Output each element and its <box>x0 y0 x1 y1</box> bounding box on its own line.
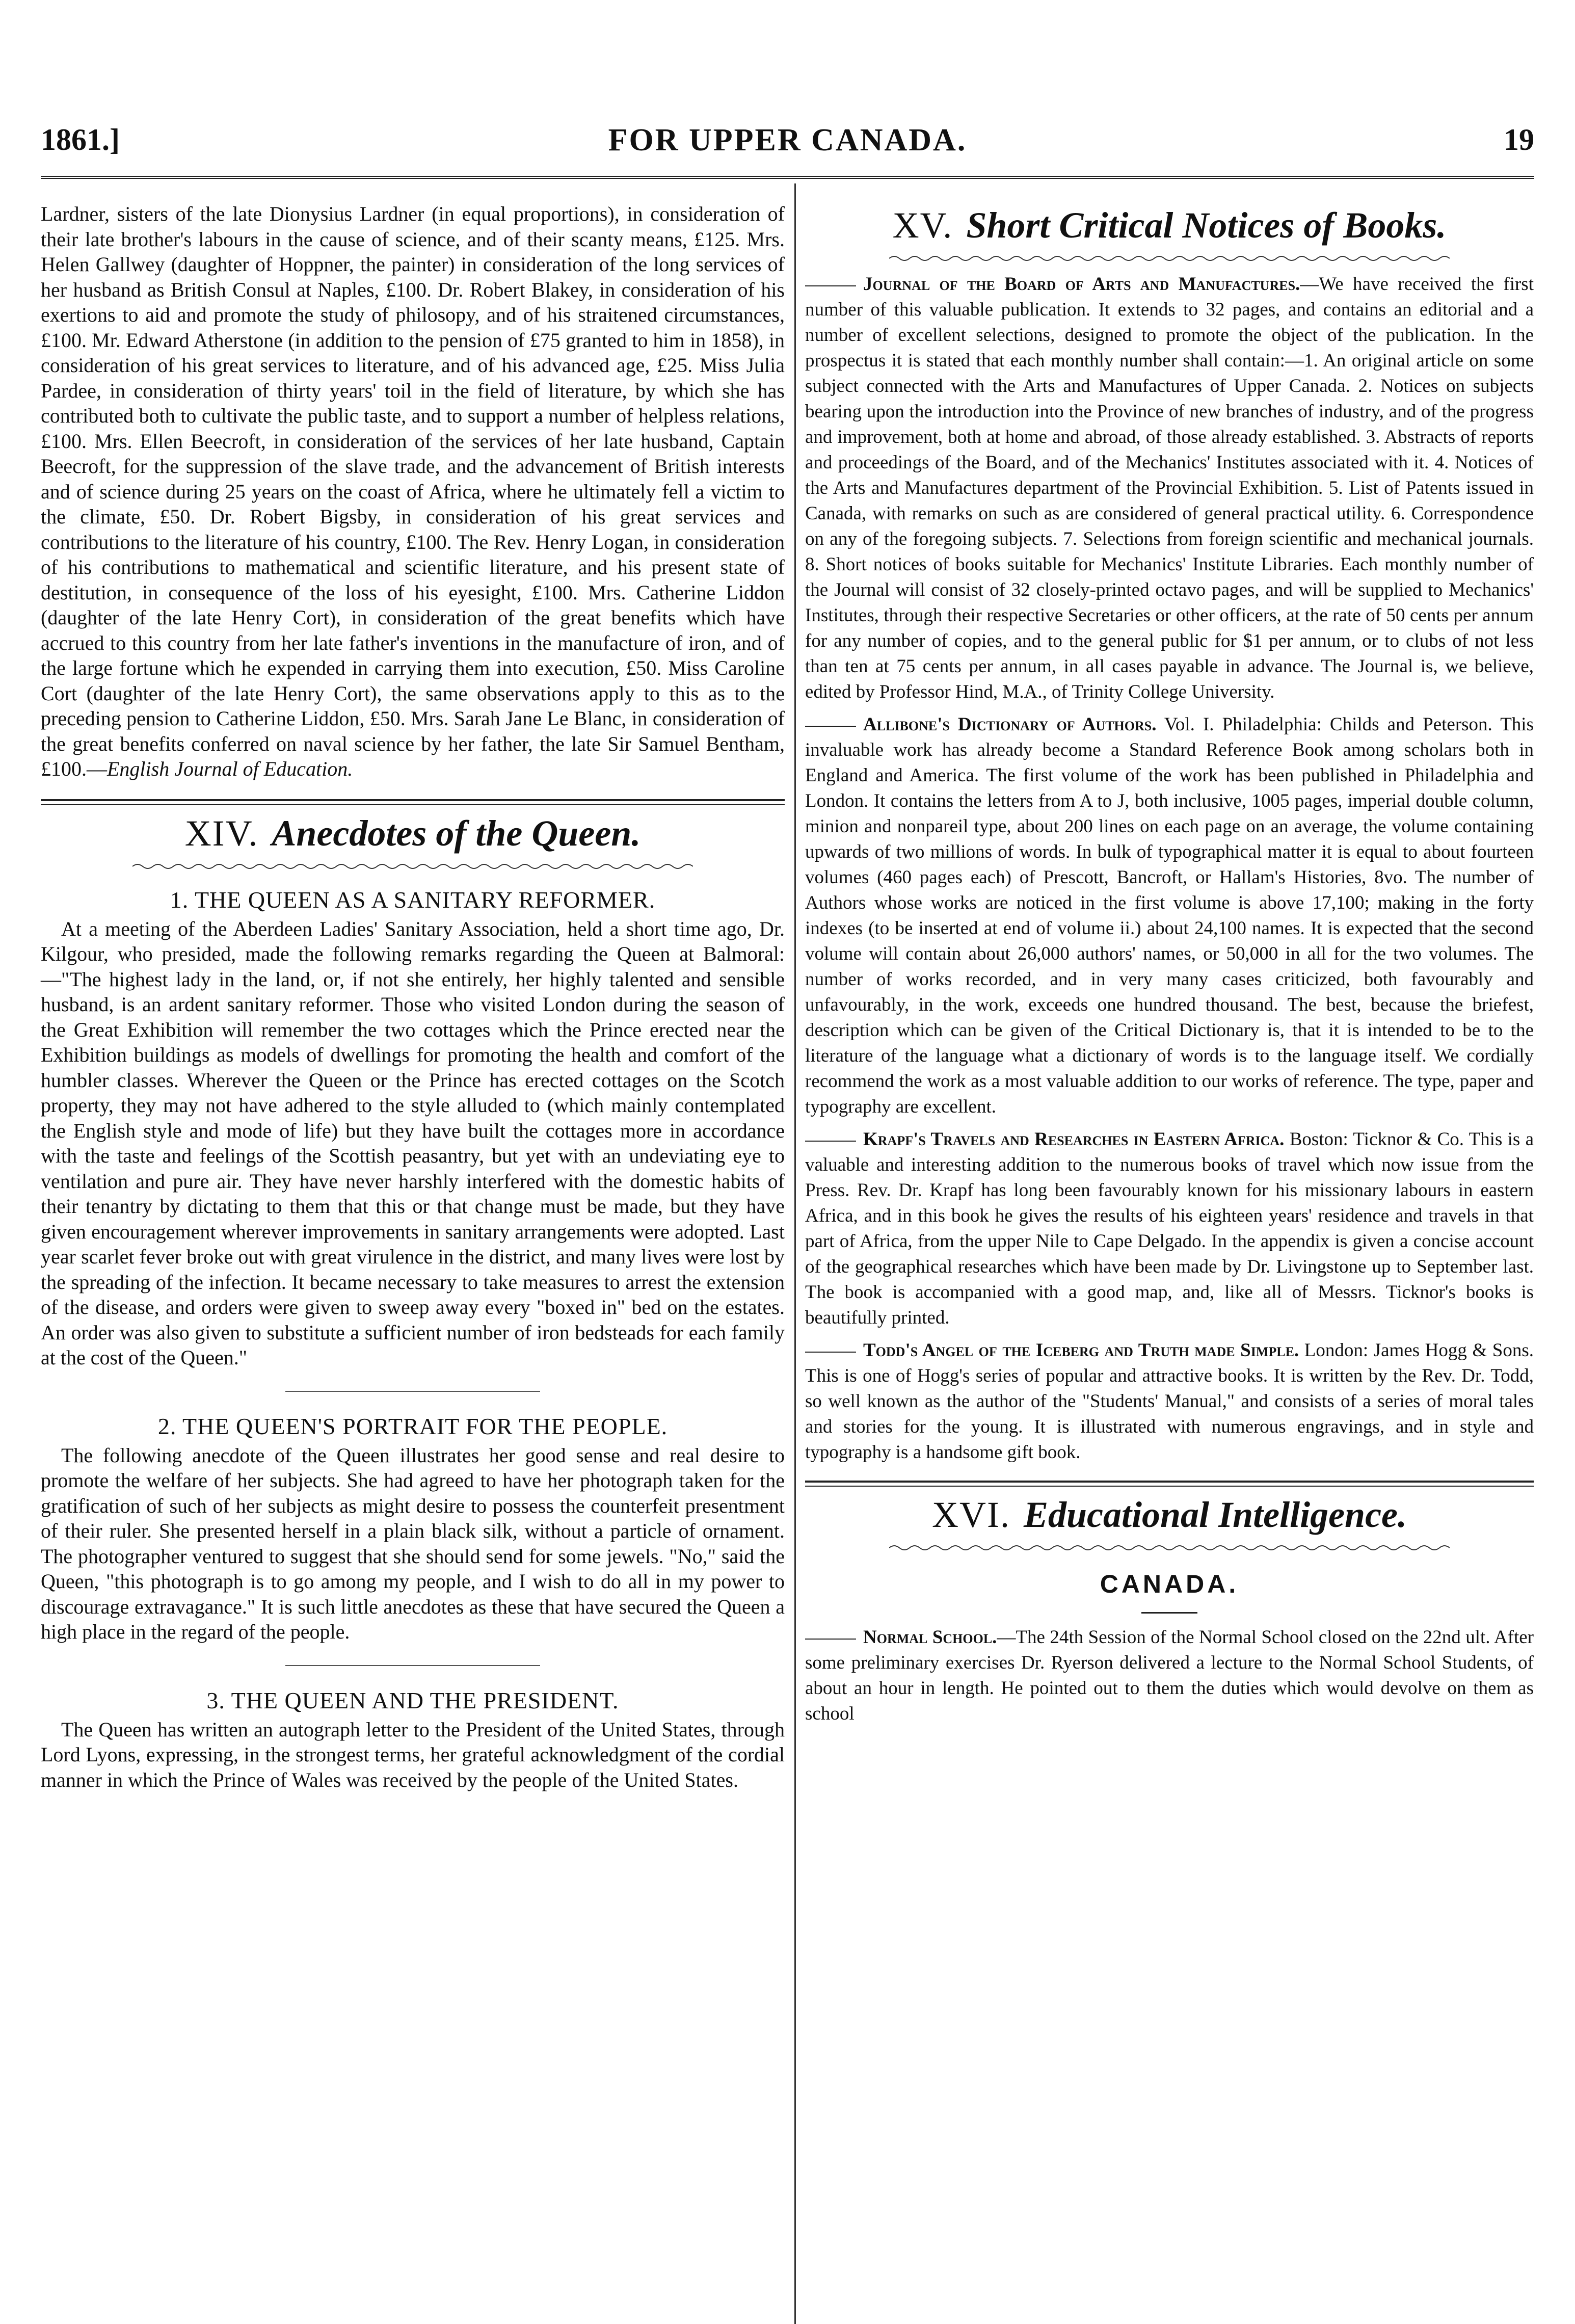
notice-text: Boston: Ticknor & Co. This is a valuable and interesting addition to the numerous books of travel which now issue from the Press. Rev. Dr. Krapf has long been favourably known for his missionary labours in eastern Africa, and in this book he gives the results of his eighteen years' residence and travels in that part of Africa, from the upper Nile to Cape Delgado. In the appendix is given a concise account of the geographical researches which have been made by Dr. Livingstone up to September last. The book is accompanied with a good map, and, like all of Messrs. Ticknor's books is beautifully printed. <box>805 1129 1534 1328</box>
notice-krapf <box>805 1127 1534 1331</box>
article-separator <box>285 1665 540 1666</box>
notice-journal-arts <box>805 272 1534 705</box>
left-column <box>41 201 785 1792</box>
header-rule <box>41 176 1534 179</box>
article-2-heading: 2. THE QUEEN'S PORTRAIT FOR THE PEOPLE. <box>157 1413 668 1439</box>
wavy-rule <box>889 1543 1450 1553</box>
article-3-heading: 3. THE QUEEN AND THE PRESIDENT. <box>206 1687 619 1713</box>
section-xvi-numeral: XVI. <box>932 1494 1010 1535</box>
notice-title: Krapf's Travels and Researches in Eastern Africa. <box>863 1129 1285 1150</box>
running-title: FOR UPPER CANADA. <box>608 123 967 157</box>
normal-school-notice <box>805 1625 1534 1727</box>
column-divider <box>794 183 796 2324</box>
right-column <box>805 201 1534 1727</box>
continuation-source: English Journal of Education. <box>107 757 353 780</box>
continuation-paragraph <box>41 201 785 782</box>
page-header <box>41 122 1534 168</box>
page-number: 19 <box>1504 123 1534 156</box>
page-year: 1861.] <box>41 123 120 156</box>
article-1-text: At a meeting of the Aberdeen Ladies' Sanitary Association, held a short time ago, Dr. Kilgour, who presided, made the following remarks regarding the Queen at Balmoral:—"The highest lady in the land, or, if not she entirely, her highly talented and sensible husband, is an ardent sanitary reformer. Those who visited London during the season of the Great Exhibition will remember the two cottages which the Prince erected near the Exhibition buildings as models of dwellings for promoting the health and comfort of the humbler classes. Wherever the Queen or the Prince has erected cottages on the Scotch property, they may not have adhered to the style alluded to (which mainly contemplated the English style and mode of life) but they have built the cottages more in accordance with the taste and feelings of the Scottish peasantry, but yet with an undeviating eye to ventilation and pure air. They have never harshly interfered with the domestic habits of their tenantry by dictating to them that this or that change must be made, but they have given encouragement wherever improvements in sanitary arrangements were adopted. Last year scarlet fever broke out with great virulence in the district, and many lives were lost by the spreading of the infection. It became necessary to take measures to arrest the extension of the disease, and orders were given to sweep away every "boxed in" bed on the estates. An order was also given to substitute a sufficient number of iron bedsteads for each family at the cost of the Queen." <box>41 917 785 1369</box>
article-3-text: The Queen has written an autograph letter to the President of the United States, through Lord Lyons, expressing, in the strongest terms, her grateful acknowledgment of the cordial manner in which the Prince of Wales was received by the people of the United States. <box>41 1718 785 1791</box>
notice-todd <box>805 1338 1534 1465</box>
section-xvi-title: Educational Intelligence. <box>1023 1494 1407 1535</box>
section-xv-title: Short Critical Notices of Books. <box>966 205 1447 246</box>
section-xiv-heading <box>41 805 785 861</box>
section-rule <box>805 1481 1534 1487</box>
entry-dash <box>805 285 856 286</box>
section-rule <box>41 799 785 805</box>
entry-dash <box>805 1639 856 1640</box>
wavy-rule <box>889 253 1450 263</box>
notice-title: Allibone's Dictionary of Authors. <box>863 714 1157 735</box>
canada-heading: CANADA. <box>1100 1570 1239 1598</box>
continuation-text: Lardner, sisters of the late Dionysius Lardner (in equal proportions), in consideration of their late brother's labours in the cause of science, and of their scanty means, £125. Mrs. Helen Gallwey (daughter of Hoppner, the painter) in consideration of the long services of her husband as British Consul at Naples, £100. Dr. Robert Blakey, in consideration of his exertions to aid and promote the study of philosopy, and of his straitened circumstances, £100. Mr. Edward Atherstone (in addition to the pension of £75 granted to him in 1858), in consideration of his great services to literature, and of his advanced age, £25. Miss Julia Pardee, in consideration of thirty years' toil in the field of literature, by which she has contributed both to cultivate the public taste, and to support a number of helpless relations, £100. Mrs. Ellen Beecroft, in consideration of the services of her late husband, Captain Beecroft, for the suppression of the slave trade, and the advancement of British interests and of science during 25 years on the coast of Africa, where he ultimately fell a victim to the climate, £50. Dr. Robert Bigsby, in consideration of his great services and contributions to the literature of his country, £100. The Rev. Henry Logan, in consideration of his contributions to mathematical and scientific literature, and his present state of destitution, in consequence of the loss of his eyesight, £100. Mrs. Catherine Liddon (daughter of the late Henry Cort), in consideration of the great benefits which have accrued to this country from her late father's inventions in the manufacture of iron, and of the large fortune which he expended in carrying them into execution, £50. Miss Caroline Cort (daughter of the late Henry Cort), the same observations apply to this as to the preceding pension to Catherine Liddon, £50. Mrs. Sarah Jane Le Blanc, in consideration of the great benefits conferred on naval science by her father, the late Sir Samuel Bentham, £100.— <box>41 202 785 780</box>
notice-text: Vol. I. Philadelphia: Childs and Peterson. This invaluable work has already become a Standard Reference Book among scholars both in England and America. The first volume of the work has been published in Philadelphia and London. It contains the letters from A to J, both inclusive, 1005 pages, imperial double column, minion and nonpareil type, about 200 lines on each page on an average, the volume containing upwards of two millions of words. In bulk of typographical matter it is equal to about fourteen volumes (460 pages each) of Prescott, Bancroft, or Hallam's Histories, 8vo. The number of Authors whose works are noticed in the first volume is above 17,100; making in the forty indexes (to be inserted at end of volume ii.) about 24,100 names. It is expected that the second volume will contain about 26,000 authors' names, or 50,000 in all for the two volumes. The number of works recorded, and in very many cases criticized, both favourably and unfavourably, in the work, exceeds one hundred thousand. The best, because the briefest, description which can be given of the Critical Dictionary is, that it is intended to be to the literature of the language what a dictionary of words is to the language itself. We cordially recommend the work as a most valuable addition to our works of reference. The type, paper and typography are excellent. <box>805 714 1534 1117</box>
notice-text: —We have received the first number of this valuable publication. It extends to 32 pages, and contains an editorial and a number of excellent selections, designed to promote the object of the publication. In the prospectus it is stated that each monthly number shall contain:—1. An original article on some subject connected with the Arts and Manufactures of Upper Canada. 2. Notices on subjects bearing upon the introduction into the Province of new branches of industry, and of the progress and improvement, both at home and abroad, of those already established. 3. Abstracts of reports and proceedings of the Board, and of the Mechanics' Institutes associated with it. 4. Notices of the Arts and Manufactures department of the Provincial Exhibition. 5. List of Patents issued in Canada, with remarks on such as are considered of general practical utility. 6. Correspondence on any of the foregoing subjects. 7. Selections from foreign scientific and mechanical journals. 8. Short notices of books suitable for Mechanics' Institute Libraries. Each monthly number of the Journal will consist of 32 closely-printed octavo pages, and will be supplied to Mechanics' Institutes, through their respective Secretaries or other officers, at the rate of 50 cents per annum for any number of copies, and to the general public for $1 per annum, or to clubs of not less than ten at 75 cents per annum, in all cases payable in advance. The Journal is, we believe, edited by Professor Hind, M.A., of Trinity College University. <box>805 274 1534 702</box>
notice-text: London: James Hogg & Sons. This is one of Hogg's series of popular and attractive books. It is written by the Rev. Dr. Todd, so well known as the author of the "Students' Manual," and consists of a series of moral tales and stories for the young. It is illustrated with numerous engravings, and in style and typography is a handsome gift book. <box>805 1340 1534 1463</box>
notice-title: Todd's Angel of the Iceberg and Truth made Simple. <box>863 1340 1299 1361</box>
article-1-heading: 1. THE QUEEN AS A SANITARY REFORMER. <box>170 886 656 913</box>
entry-dash <box>805 1352 856 1353</box>
article-separator <box>285 1391 540 1392</box>
section-xvi-heading <box>805 1487 1534 1543</box>
wavy-rule <box>132 861 693 872</box>
notice-allibone <box>805 712 1534 1120</box>
article-2-text: The following anecdote of the Queen illustrates her good sense and real desire to promote the welfare of her subjects. She had agreed to have her photograph taken for the gratification of such of her subjects as might desire to possess the counterfeit presentment of their ruler. She presented herself in a plain black silk, without a particle of ornament. The photographer ventured to suggest that she should send for some jewels. "No," said the Queen, "this photograph is to go among my people, and I wish to do all in my power to discourage extravagance." It is such little anecdotes as these that have secured the Queen a high place in the regard of the people. <box>41 1443 785 1643</box>
section-xiv-title: Anecdotes of the Queen. <box>272 812 641 854</box>
notice-text: —The 24th Session of the Normal School closed on the 22nd ult. After some preliminary exercises Dr. Ryerson delivered a lecture to the Normal School Students, of about an hour in length. He pointed out to them the duties which would devolve on them as school <box>805 1627 1534 1724</box>
section-xv-heading <box>805 197 1534 253</box>
notice-title: Journal of the Board of Arts and Manufactures. <box>863 274 1300 295</box>
section-xiv-numeral: XIV. <box>184 812 259 854</box>
canada-rule <box>1141 1612 1197 1614</box>
entry-dash <box>805 726 856 727</box>
notice-title: Normal School. <box>863 1627 997 1648</box>
entry-dash <box>805 1141 856 1142</box>
section-xv-numeral: XV. <box>892 205 953 246</box>
